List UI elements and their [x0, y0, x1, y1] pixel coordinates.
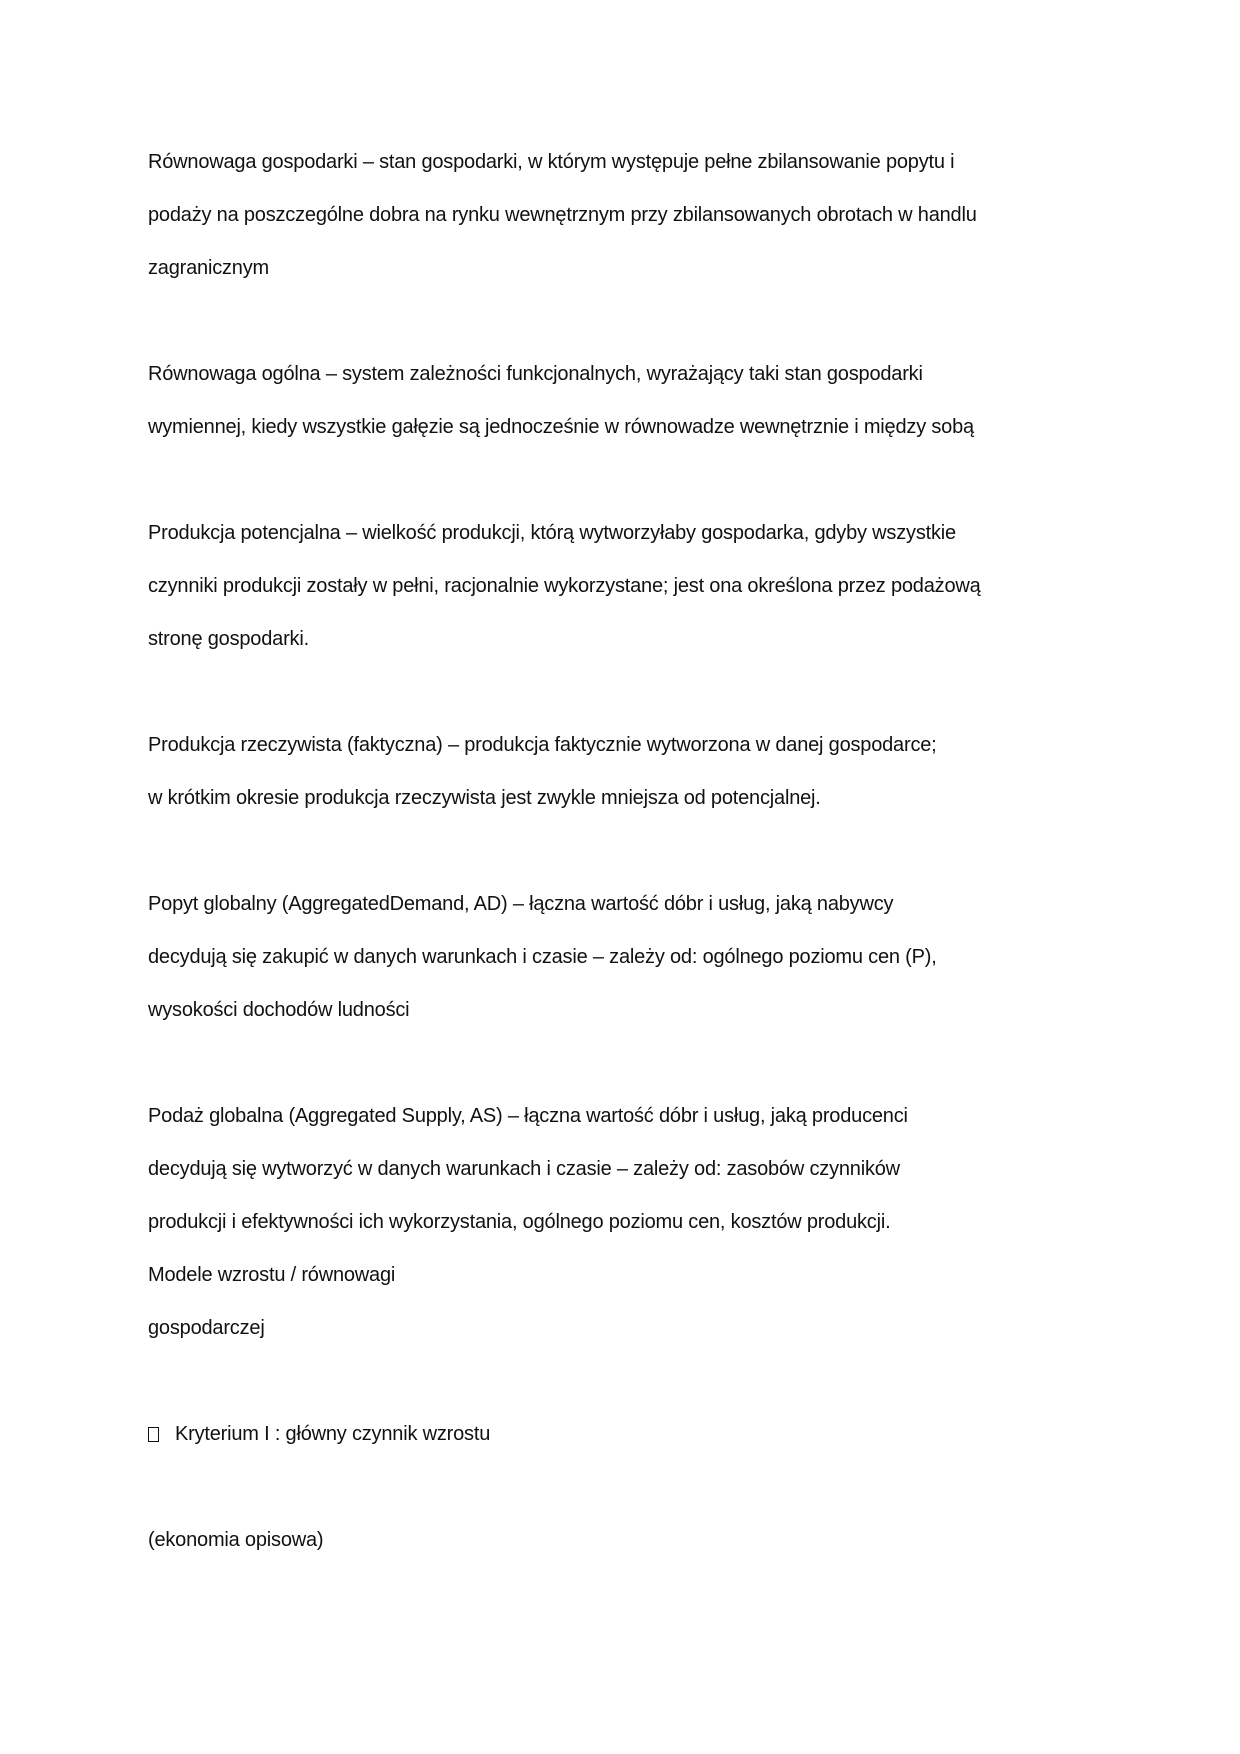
paragraph-line: czynniki produkcji zostały w pełni, racjonalnie wykorzystane; jest ona określona przez podażową [148, 575, 981, 597]
paragraph-line: Podaż globalna (Aggregated Supply, AS) – łączna wartość dóbr i usług, jaką producenci [148, 1105, 908, 1127]
paragraph-line: Produkcja rzeczywista (faktyczna) – produkcja faktycznie wytworzona w danej gospodarce; [148, 734, 937, 756]
paragraph-line: Równowaga ogólna – system zależności funkcjonalnych, wyrażający taki stan gospodarki [148, 363, 923, 385]
paragraph-line: produkcji i efektywności ich wykorzystania, ogólnego poziomu cen, kosztów produkcji. [148, 1211, 891, 1233]
paragraph-line: Produkcja potencjalna – wielkość produkcji, którą wytworzyłaby gospodarka, gdyby wszystkie [148, 522, 956, 544]
paragraph-line: zagranicznym [148, 257, 269, 279]
paragraph-line: wysokości dochodów ludności [148, 999, 410, 1021]
paragraph-line: w krótkim okresie produkcja rzeczywista jest zwykle mniejsza od potencjalnej. [148, 787, 821, 809]
paragraph-line: decydują się wytworzyć w danych warunkach i czasie – zależy od: zasobów czynników [148, 1158, 900, 1180]
paragraph-line: decydują się zakupić w danych warunkach i czasie – zależy od: ogólnego poziomu cen (P), [148, 946, 937, 968]
paragraph-line: stronę gospodarki. [148, 628, 309, 650]
criterion-text: Kryterium I : główny czynnik wzrostu [175, 1423, 491, 1445]
paragraph-line: Popyt globalny (AggregatedDemand, AD) – łączna wartość dóbr i usług, jaką nabywcy [148, 893, 894, 915]
paragraph-line: podaży na poszczególne dobra na rynku wewnętrznym przy zbilansowanych obrotach w handlu [148, 204, 977, 226]
bullet-box-icon [148, 1427, 159, 1442]
section-heading-line: Modele wzrostu / równowagi [148, 1264, 396, 1286]
paragraph-line: Równowaga gospodarki – stan gospodarki, w którym występuje pełne zbilansowanie popytu i [148, 151, 955, 173]
section-heading-line: gospodarczej [148, 1317, 265, 1339]
criterion-item [148, 1422, 490, 1446]
paragraph-line: wymiennej, kiedy wszystkie gałęzie są jednocześnie w równowadze wewnętrznie i między sobą [148, 416, 974, 438]
section-note: (ekonomia opisowa) [148, 1529, 324, 1551]
